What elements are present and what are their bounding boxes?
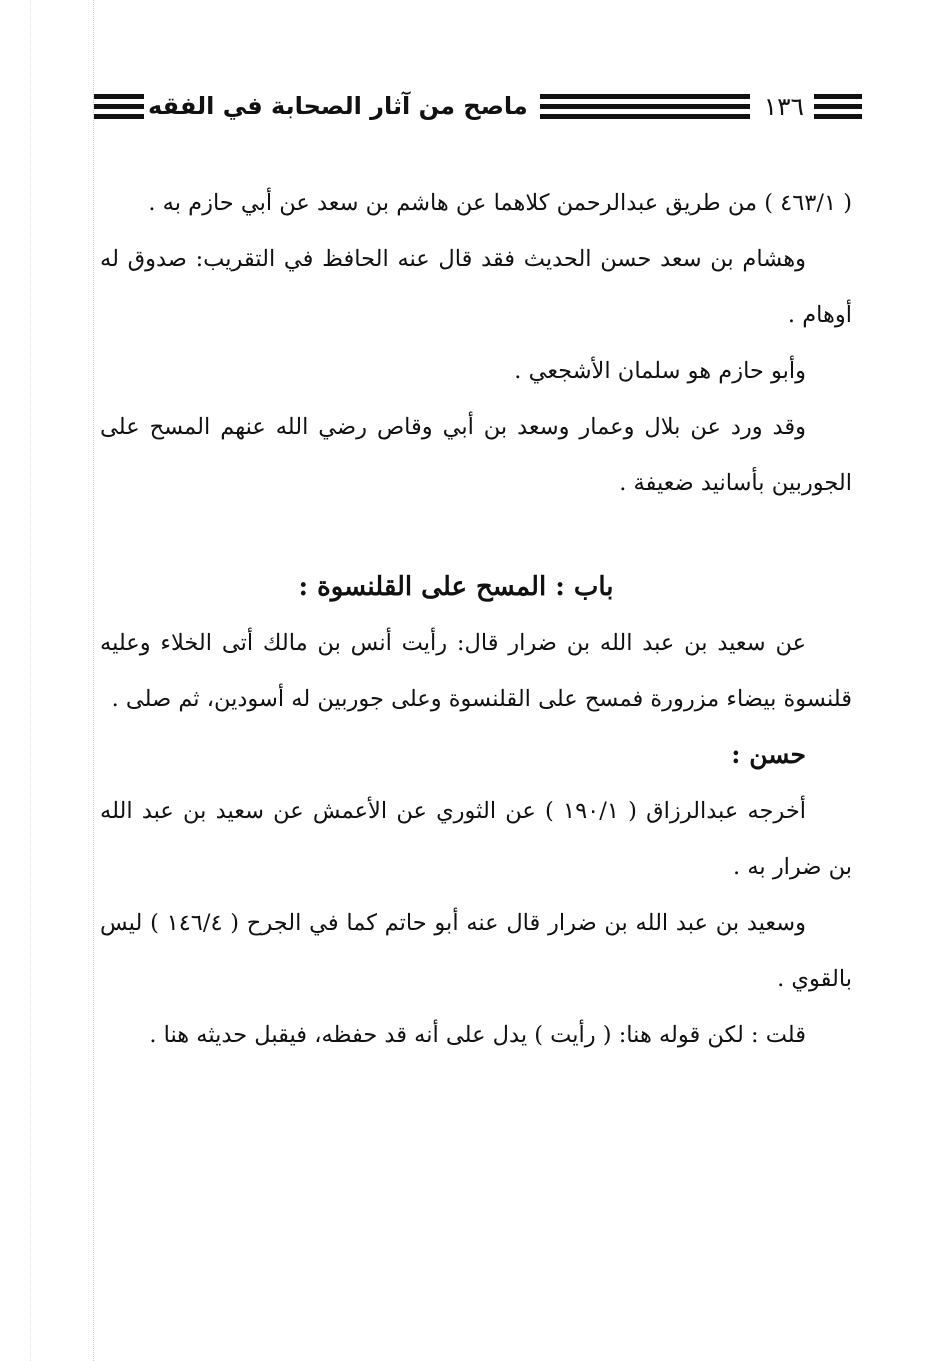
page-number: ١٣٦ xyxy=(763,91,804,121)
section-heading: باب : المسح على القلنسوة : xyxy=(298,572,614,602)
page-header xyxy=(94,88,862,124)
paragraph: وسعيد بن عبد الله بن ضرار قال عنه أبو حاتم كما في الجرح ( ١٤٦/٤ ) ليس بالقوي . xyxy=(100,910,852,992)
header-rule-right xyxy=(814,94,862,119)
paragraph: أخرجه عبدالرزاق ( ١٩٠/١ ) عن الثوري عن الأعمش عن سعيد بن عبد الله بن ضرار به . xyxy=(100,798,852,880)
page-body xyxy=(100,175,852,1063)
header-rule-left xyxy=(94,94,144,119)
grade-label: حسن : xyxy=(731,740,806,769)
scan-artifact-line xyxy=(93,0,94,1361)
header-rule-middle xyxy=(540,94,750,119)
paragraph: ( ٤٦٣/١ ) من طريق عبدالرحمن كلاهما عن هاشم بن سعد عن أبي حازم به . xyxy=(148,190,852,216)
scan-artifact-line xyxy=(30,0,31,1361)
paragraph: وأبو حازم هو سلمان الأشجعي . xyxy=(514,358,806,384)
narration-paragraph: عن سعيد بن عبد الله بن ضرار قال: رأيت أنس بن مالك أتى الخلاء وعليه قلنسوة بيضاء مزرورة فمسح على القلنسوة وعلى جوربين له أسودين، ثم صلى . xyxy=(100,630,852,712)
paragraph: وقد ورد عن بلال وعمار وسعد بن أبي وقاص رضي الله عنهم المسح على الجوربين بأسانيد ضعيفة . xyxy=(100,414,852,496)
running-title: ماصح من آثار الصحابة في الفقه xyxy=(148,92,528,120)
paragraph: وهشام بن سعد حسن الحديث فقد قال عنه الحافظ في التقريب: صدوق له أوهام . xyxy=(100,246,852,328)
section-spacer xyxy=(100,511,852,559)
paragraph: قلت : لكن قوله هنا: ( رأيت ) يدل على أنه قد حفظه، فيقبل حديثه هنا . xyxy=(149,1022,806,1048)
